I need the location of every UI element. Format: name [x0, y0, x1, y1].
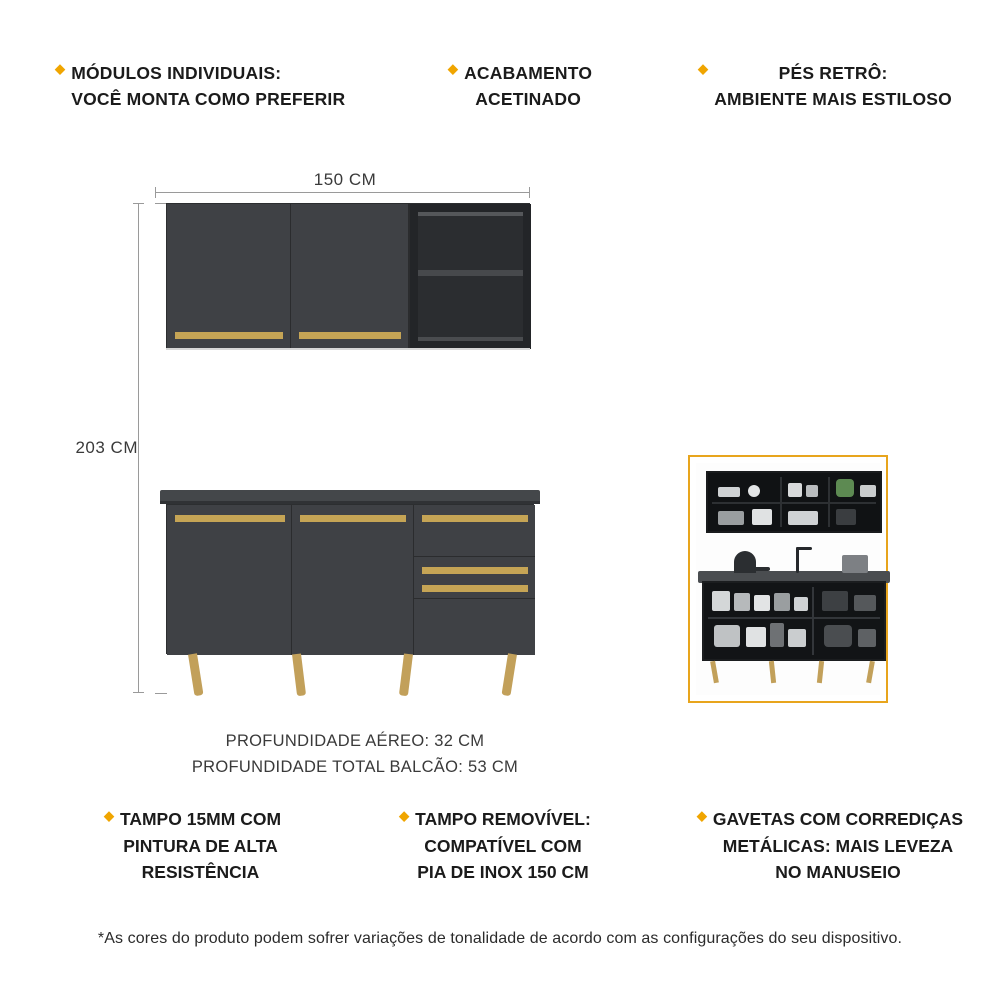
photo-tray: [788, 511, 818, 525]
retro-leg-4: [501, 653, 516, 696]
retro-leg-1: [188, 653, 203, 696]
photo-cup-1: [788, 483, 802, 497]
photo-faucet: [796, 547, 799, 573]
feature-line-2: PINTURA DE ALTA: [123, 835, 278, 856]
feature-line-2: ACETINADO: [475, 89, 582, 110]
balcony-handle-drawer-2: [422, 567, 528, 574]
photo-pot: [718, 511, 744, 525]
feature-tampo-15mm: [0, 806, 330, 886]
feature-line-1: PÉS RETRÔ:: [778, 63, 888, 83]
feature-line-1: ACABAMENTO: [464, 63, 593, 83]
photo-container-1: [712, 591, 730, 611]
feature-line-2: METÁLICAS: MAIS LEVEZA: [722, 835, 954, 856]
niche-bottom-edge: [418, 337, 523, 341]
feature-gavetas-corredicas: [660, 806, 1000, 886]
balcony-handle-middle: [300, 515, 406, 522]
photo-upper-shelf-unit: [706, 471, 882, 533]
countertop: [160, 490, 540, 504]
upper-handle-right: [299, 332, 401, 339]
photo-leg-3: [817, 661, 824, 683]
photo-dark-bowl: [858, 629, 876, 647]
feature-tampo-removivel: [330, 806, 660, 886]
balcony-handle-drawer-1: [422, 515, 528, 522]
photo-dark-cookware: [824, 625, 852, 647]
balcony-handle-left: [175, 515, 285, 522]
feature-line-3: RESISTÊNCIA: [141, 862, 260, 883]
upper-door-left: [167, 204, 291, 349]
upper-cabinet-shadow: [166, 348, 530, 350]
upper-handle-left: [175, 332, 283, 339]
photo-vertical-divider-2: [828, 477, 830, 527]
photo-container-2: [734, 593, 750, 611]
upper-open-niche: [409, 204, 531, 349]
balcony-door-middle: [292, 505, 414, 655]
photo-dark-box: [836, 509, 856, 525]
balcony-drawer-top: [414, 505, 535, 557]
photo-box: [860, 485, 876, 497]
balcony-handle-drawer-3: [422, 585, 528, 592]
photo-dark-pan: [822, 591, 848, 611]
top-features-row: [0, 60, 1000, 113]
photo-faucet-spout: [796, 547, 812, 550]
diamond-bullet-icon: ◆: [103, 808, 114, 823]
depth-total-label: PROFUNDIDADE TOTAL BALCÃO: 53 CM: [191, 758, 519, 777]
retro-leg-2: [292, 653, 306, 696]
feature-pes-retro: [650, 60, 1000, 113]
balcony-drawer-bottom: [414, 599, 535, 655]
balcony-door-left: [167, 505, 292, 655]
feature-line-1: TAMPO 15MM COM: [119, 809, 282, 829]
photo-leg-1: [710, 661, 719, 684]
photo-chair-seat: [754, 567, 770, 571]
photo-stage: [696, 463, 880, 695]
photo-dish-stack: [718, 487, 740, 497]
photo-bowl-small: [746, 627, 766, 647]
photo-cup-large: [788, 629, 806, 647]
niche-shelf: [418, 270, 523, 276]
photo-dish-rack: [842, 555, 868, 573]
photo-lower-balcony: [702, 581, 886, 661]
diamond-bullet-icon: ◆: [399, 808, 410, 823]
photo-shelf-divider: [712, 502, 876, 504]
photo-leg-2: [769, 661, 776, 683]
width-dimension-line: [155, 192, 530, 193]
feature-line-2: COMPATÍVEL COM: [424, 835, 582, 856]
feature-line-3: NO MANUSEIO: [775, 862, 901, 883]
depth-captions: [120, 728, 590, 781]
depth-upper-label: PROFUNDIDADE AÉREO: 32 CM: [225, 732, 485, 750]
width-dimension-label: 150 CM: [270, 170, 420, 190]
photo-container-3: [754, 595, 770, 611]
photo-jar: [752, 509, 772, 525]
lower-balcony-illustration: [160, 490, 540, 700]
photo-bottle: [770, 623, 784, 647]
niche-top-edge: [418, 212, 523, 216]
height-dimension-line: [138, 203, 139, 693]
photo-leg-4: [866, 661, 875, 684]
diamond-bullet-icon: ◆: [447, 61, 459, 76]
diamond-bullet-icon: ◆: [698, 61, 709, 76]
feature-line-3: PIA DE INOX 150 CM: [417, 862, 589, 883]
feature-line-1: TAMPO REMOVÍVEL:: [415, 809, 591, 829]
photo-bowl-large: [714, 625, 740, 647]
feature-line-2: AMBIENTE MAIS ESTILOSO: [714, 89, 952, 110]
balcony-drawer-middle: [414, 557, 535, 599]
photo-dark-pot: [854, 595, 876, 611]
product-photo-inset: [688, 455, 888, 703]
photo-lower-shelf: [708, 617, 880, 619]
retro-leg-3: [399, 653, 413, 696]
diamond-bullet-icon: ◆: [55, 61, 66, 76]
balcony-body: [166, 504, 534, 654]
feature-line-2: VOCÊ MONTA COMO PREFERIR: [71, 89, 346, 110]
photo-vertical-divider-1: [780, 477, 782, 527]
niche-inner-panel: [418, 212, 523, 341]
upper-door-right: [291, 204, 409, 349]
photo-lower-divider: [812, 587, 814, 655]
height-dimension-label: 203 CM: [60, 438, 138, 458]
feature-line-1: GAVETAS COM CORREDIÇAS: [712, 809, 964, 829]
feature-line-1: MÓDULOS INDIVIDUAIS:: [71, 63, 282, 83]
photo-container-4: [774, 593, 790, 611]
photo-plant: [836, 479, 854, 497]
feature-modulos-individuais: [0, 60, 390, 113]
disclaimer-note: *As cores do produto podem sofrer variações de tonalidade de acordo com as configurações do seu dispositivo.: [97, 930, 903, 947]
diamond-bullet-icon: ◆: [696, 808, 707, 823]
balcony-drawer-column: [414, 505, 535, 655]
bottom-features-row: [0, 806, 1000, 886]
feature-acabamento: [390, 60, 650, 113]
photo-bowl: [748, 485, 760, 497]
photo-cup-2: [806, 485, 818, 497]
upper-cabinet-illustration: [166, 203, 530, 348]
photo-container-5: [794, 597, 808, 611]
photo-chair-back: [734, 551, 756, 573]
